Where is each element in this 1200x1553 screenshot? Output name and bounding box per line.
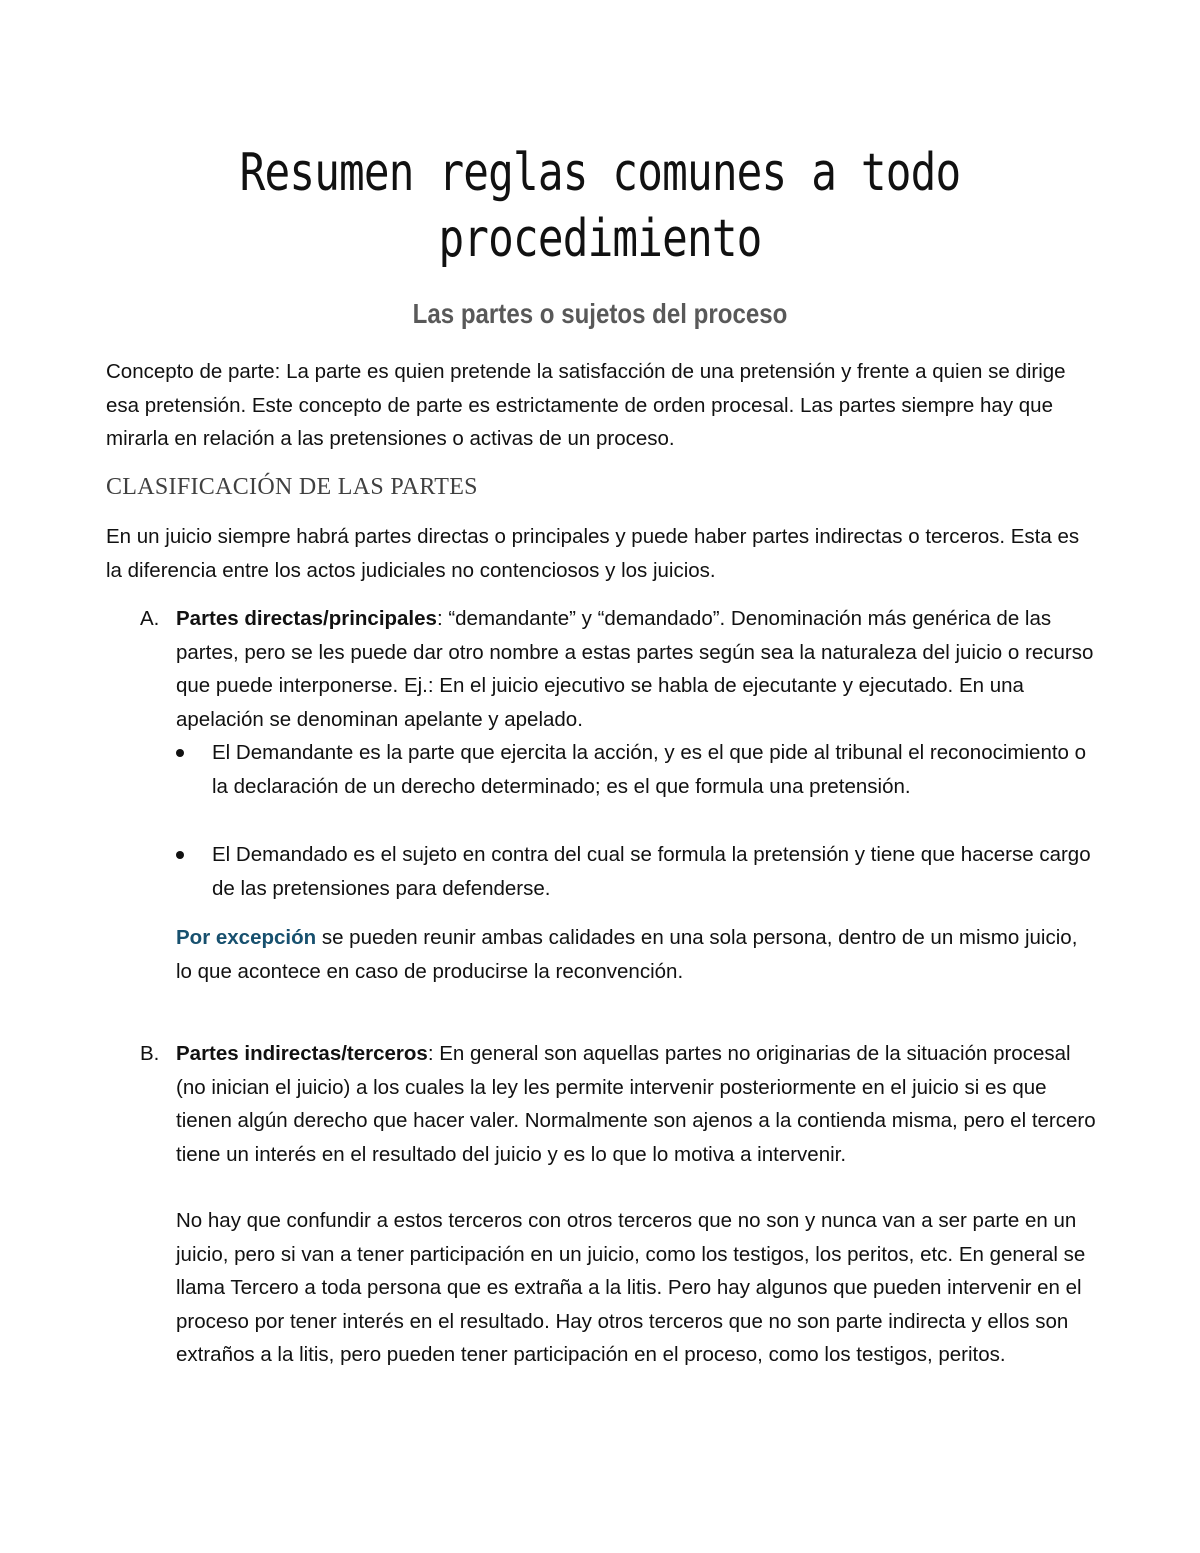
bullet-icon: [176, 851, 184, 859]
document-subtitle: Las partes o sujetos del proceso: [412, 298, 788, 329]
list-marker: A.: [140, 607, 160, 630]
exception-accent: Por excepción: [176, 926, 317, 949]
terceros-paragraph: No hay que confundir a estos terceros con otros terceros que no son y nunca van a ser parte en un juicio, pero si van a tener participación en un juicio, como los testigos, los peritos, etc. En general se llama Tercero a toda persona que es extraña a la litis. Pero hay algunos que pueden intervenir en el proceso por tener interés en el resultado. Hay otros terceros que no son parte indirecta y ellos son extraños a la litis, pero pueden tener participación en el proceso, como los testigos, peritos.: [176, 1209, 1086, 1366]
item-text: : En general son aquellas partes no originarias de la situación procesal (no inician el juicio) a los cuales la ley les permite intervenir posteriormente en el juicio si es que tienen algún derecho que hacer valer. Normalmente son ajenos a la contienda misma, pero el tercero tiene un interés en el resultado del juicio y es lo que lo motiva a intervenir.: [176, 1042, 1096, 1166]
concept-paragraph: Concepto de parte: La parte es quien pretende la satisfacción de una pretensión y frente a quien se dirige esa pretensión. Este concepto de parte es estrictamente de orden procesal. Las partes siempre hay que mirarla en relación a las pretensiones o activas de un proceso.: [106, 360, 1066, 450]
intro-paragraph: En un juicio siempre habrá partes directas o principales y puede haber partes indirectas o terceros. Esta es la diferencia entre los actos judiciales no contenciosos y los juicios.: [106, 525, 1080, 582]
list-item-b: [140, 1037, 1096, 1171]
bullet-icon: [176, 749, 184, 757]
bullet-item: [212, 736, 1092, 803]
exception-note: [176, 921, 1086, 988]
list-marker: B.: [140, 1042, 160, 1065]
section-heading: CLASIFICACIÓN DE LAS PARTES: [106, 474, 478, 500]
bullet-text: El Demandado es el sujeto en contra del cual se formula la pretensión y tiene que hacerse cargo de las pretensiones para defenderse.: [212, 843, 1091, 900]
exception-text: se pueden reunir ambas calidades en una sola persona, dentro de un mismo juicio, lo que acontece en caso de producirse la reconvención.: [176, 926, 1078, 983]
bullet-item: [212, 838, 1092, 905]
list-item-a: [140, 602, 1096, 736]
document-title: Resumen reglas comunes a todo procedimiento: [239, 143, 961, 269]
item-label: Partes indirectas/terceros: [176, 1042, 428, 1065]
item-text: : “demandante” y “demandado”. Denominación más genérica de las partes, pero se les puede dar otro nombre a estas partes según sea la naturaleza del juicio o recurso que puede interponerse. Ej.: En el juicio ejecutivo se habla de ejecutante y ejecutado. En una apelación se denominan apelante y apelado.: [176, 607, 1094, 731]
bullet-text: El Demandante es la parte que ejercita la acción, y es el que pide al tribunal el reconocimiento o la declaración de un derecho determinado; es el que formula una pretensión.: [212, 741, 1087, 798]
item-label: Partes directas/principales: [176, 607, 437, 630]
